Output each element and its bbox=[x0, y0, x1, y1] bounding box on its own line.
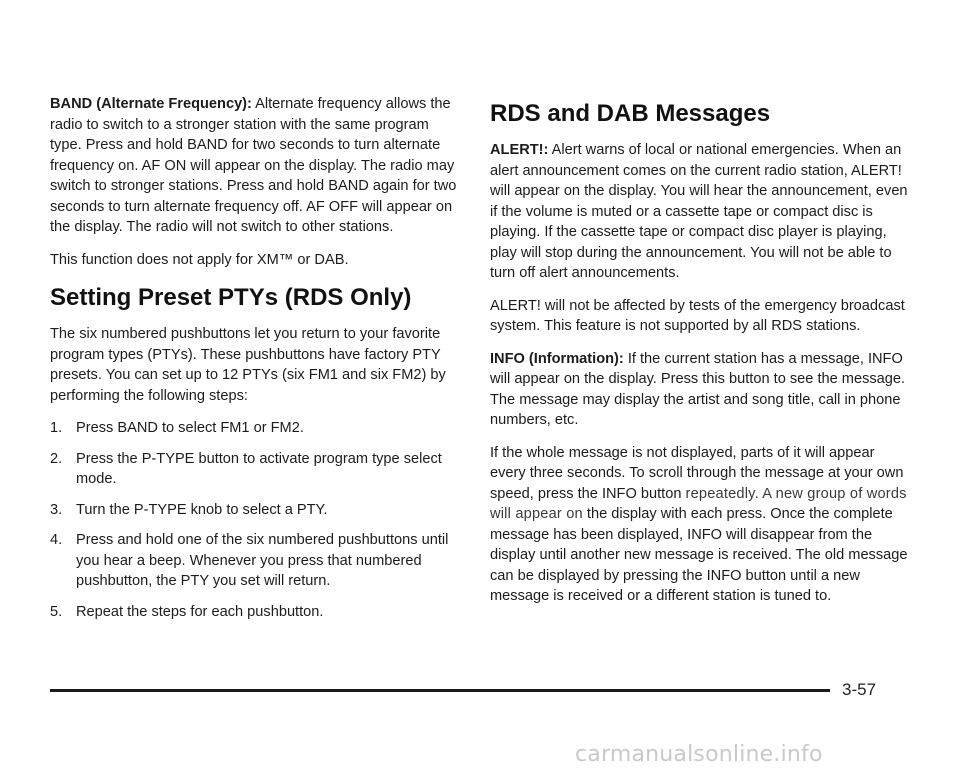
info-paragraph bbox=[490, 349, 910, 431]
step-number: 3. bbox=[50, 501, 63, 518]
whole-message-paragraph bbox=[490, 443, 910, 607]
preset-pty-intro: The six numbered pushbuttons let you return to your favorite program types (PTYs). These pushbuttons have factory PTY presets. You can set up to 12 PTYs (six FM1 and six FM2) by performing the following steps: bbox=[50, 326, 446, 404]
band-af-label: BAND (Alternate Frequency): bbox=[50, 96, 252, 112]
footer-rule bbox=[50, 689, 830, 692]
alert-label: ALERT!: bbox=[490, 142, 549, 158]
whole-message-text-c: the display with each press. Once the complete message has been displayed, INFO will disappear from the display until another new message is received. The old message can be displayed by pressing the INFO button until a new message is received or a different station is tuned to. bbox=[490, 506, 908, 604]
step-number: 2. bbox=[50, 450, 63, 467]
site-watermark: carmanualsonline.info bbox=[575, 742, 823, 767]
page-number: 3-57 bbox=[842, 680, 877, 699]
whole-message-text-b: repeatedly. A new group of words will appear on bbox=[490, 485, 907, 522]
whole-message-text-a: If the whole message is not displayed, parts of it will appear every three seconds. To scroll through the message at your own speed, press the INFO button bbox=[490, 444, 904, 502]
step-text: Press and hold one of the six numbered pushbuttons until you hear a beep. Whenever you press that numbered pushbutton, the PTY you set will return. bbox=[76, 532, 449, 589]
rds-dab-heading: RDS and DAB Messages bbox=[490, 100, 771, 127]
step-text: Press BAND to select FM1 or FM2. bbox=[76, 420, 304, 436]
band-af-paragraph bbox=[50, 94, 460, 238]
band-af-text: Alternate frequency allows the radio to switch to a stronger station with the same program type. Press and hold BAND for two seconds to turn alternate frequency on. AF ON will appear on the display. The radio may switch to stronger stations. Press and hold BAND again for two seconds to turn alternate frequency off. AF OFF will appear on the display. The radio will not switch to other stations. bbox=[50, 96, 457, 235]
preset-steps-list bbox=[50, 418, 460, 622]
left-column bbox=[50, 94, 460, 632]
step-number: 5. bbox=[50, 603, 63, 620]
alert-note: ALERT! will not be affected by tests of the emergency broadcast system. This feature is not supported by all RDS stations. bbox=[490, 297, 905, 334]
step-item bbox=[50, 500, 460, 521]
info-label: INFO (Information): bbox=[490, 350, 624, 367]
alert-text: Alert warns of local or national emergencies. When an alert announcement comes on the current radio station, ALERT! will appear on the display. You will hear the announcement, even if the volume is muted or a cassette tape or compact disc is playing. If the cassette tape or compact disc player is playing, play will stop during the announcement. You will not be able to turn off alert announcements. bbox=[490, 142, 908, 281]
right-column bbox=[490, 94, 910, 619]
alert-paragraph bbox=[490, 140, 910, 284]
step-text: Press the P-TYPE button to activate program type select mode. bbox=[76, 450, 442, 487]
step-item bbox=[50, 602, 460, 623]
xm-dab-note: This function does not apply for XM™ or DAB. bbox=[50, 251, 349, 268]
step-number: 4. bbox=[50, 532, 63, 548]
step-text: Turn the P-TYPE knob to select a PTY. bbox=[76, 501, 328, 518]
step-item bbox=[50, 449, 460, 490]
preset-pty-heading: Setting Preset PTYs (RDS Only) bbox=[50, 284, 412, 311]
step-text: Repeat the steps for each pushbutton. bbox=[76, 603, 324, 620]
info-text: If the current station has a message, INFO will appear on the display. Press this button to see the message. The message may display the artist and song title, call in phone numbers, etc. bbox=[490, 350, 906, 428]
step-item bbox=[50, 530, 460, 592]
step-number: 1. bbox=[50, 420, 63, 436]
step-item bbox=[50, 418, 460, 439]
